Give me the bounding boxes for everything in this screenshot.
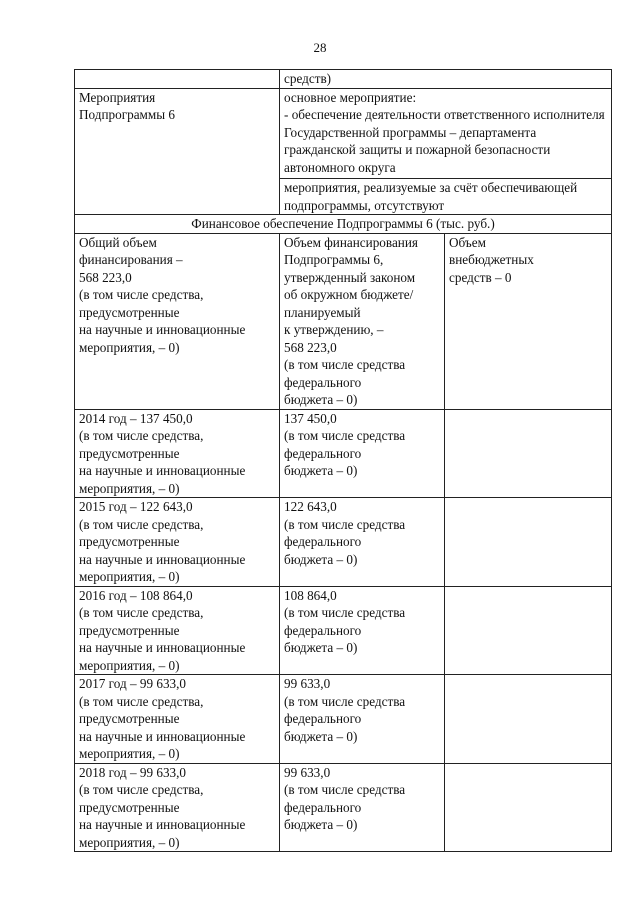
year-district-cell	[280, 586, 445, 675]
activities-label: Мероприятия Подпрограммы 6	[79, 89, 175, 122]
continuation-left-cell	[75, 70, 280, 89]
year-row	[75, 763, 612, 852]
financing-header-cell	[75, 215, 612, 234]
year-district-cell	[280, 498, 445, 587]
year-district-cell	[280, 763, 445, 852]
extra-budget-text: Объем внебюджетных средств – 0	[449, 234, 534, 285]
year-district-text: 99 633,0 (в том числе средства федерального бюджета – 0)	[284, 764, 406, 832]
total-financing-text: Общий объем финансирования – 568 223,0 (в том числе средства, предусмотренные на научные и инновационные мероприятия, – 0)	[79, 234, 246, 355]
year-total-cell	[75, 498, 280, 587]
year-extra-cell	[445, 409, 612, 498]
year-row	[75, 586, 612, 675]
year-total-cell	[75, 763, 280, 852]
year-district-text: 122 643,0 (в том числе средства федерального бюджета – 0)	[284, 499, 406, 567]
year-total-cell	[75, 586, 280, 675]
continuation-right-cell	[280, 70, 612, 89]
district-budget-text: Объем финансирования Подпрограммы 6, утвержденный законом об окружном бюджете/ планируемый к утверждению, – 568 223,0 (в том числе средства федерального бюджета – 0)	[284, 234, 418, 407]
year-total-cell	[75, 675, 280, 764]
year-row	[75, 675, 612, 764]
total-financing-cell	[75, 233, 280, 409]
financing-totals-row	[75, 233, 612, 409]
activities-content-cell	[280, 88, 612, 215]
year-row	[75, 409, 612, 498]
year-row	[75, 498, 612, 587]
activities-row	[75, 88, 612, 215]
year-total-text: 2014 год – 137 450,0 (в том числе средства, предусмотренные на научные и инновационные мероприятия, – 0)	[79, 410, 246, 496]
year-total-cell	[75, 409, 280, 498]
year-extra-cell	[445, 498, 612, 587]
continuation-row	[75, 70, 612, 89]
district-budget-cell	[280, 233, 445, 409]
financing-header: Финансовое обеспечение Подпрограммы 6 (тыс. руб.)	[191, 216, 495, 231]
activities-label-cell	[75, 88, 280, 215]
year-extra-cell	[445, 675, 612, 764]
year-extra-cell	[445, 586, 612, 675]
year-total-text: 2018 год – 99 633,0 (в том числе средства, предусмотренные на научные и инновационные мероприятия, – 0)	[79, 764, 246, 850]
year-total-text: 2017 год – 99 633,0 (в том числе средства, предусмотренные на научные и инновационные мероприятия, – 0)	[79, 676, 246, 761]
year-district-cell	[280, 675, 445, 764]
year-total-text: 2015 год – 122 643,0 (в том числе средства, предусмотренные на научные и инновационные мероприятия, – 0)	[79, 499, 246, 584]
year-district-cell	[280, 409, 445, 498]
page-number: 28	[313, 40, 327, 55]
financing-header-row	[75, 215, 612, 234]
extra-activity-text: мероприятия, реализуемые за счёт обеспечивающей подпрограммы, отсутствуют	[284, 180, 578, 213]
main-activity-text: основное мероприятие: - обеспечение деятельности ответственного исполнителя Государственной программы – департамента гражданской защиты и пожарной безопасности автономного округа	[284, 89, 605, 175]
year-district-text: 137 450,0 (в том числе средства федерального бюджета – 0)	[284, 410, 406, 478]
subprogram-passport-table	[74, 69, 612, 852]
year-total-text: 2016 год – 108 864,0 (в том числе средства, предусмотренные на научные и инновационные мероприятия, – 0)	[79, 587, 246, 673]
year-district-text: 108 864,0 (в том числе средства федерального бюджета – 0)	[284, 587, 406, 655]
year-district-text: 99 633,0 (в том числе средства федерального бюджета – 0)	[284, 676, 406, 744]
year-extra-cell	[445, 763, 612, 852]
continuation-text: средств)	[284, 71, 332, 86]
extra-budget-cell	[445, 233, 612, 409]
